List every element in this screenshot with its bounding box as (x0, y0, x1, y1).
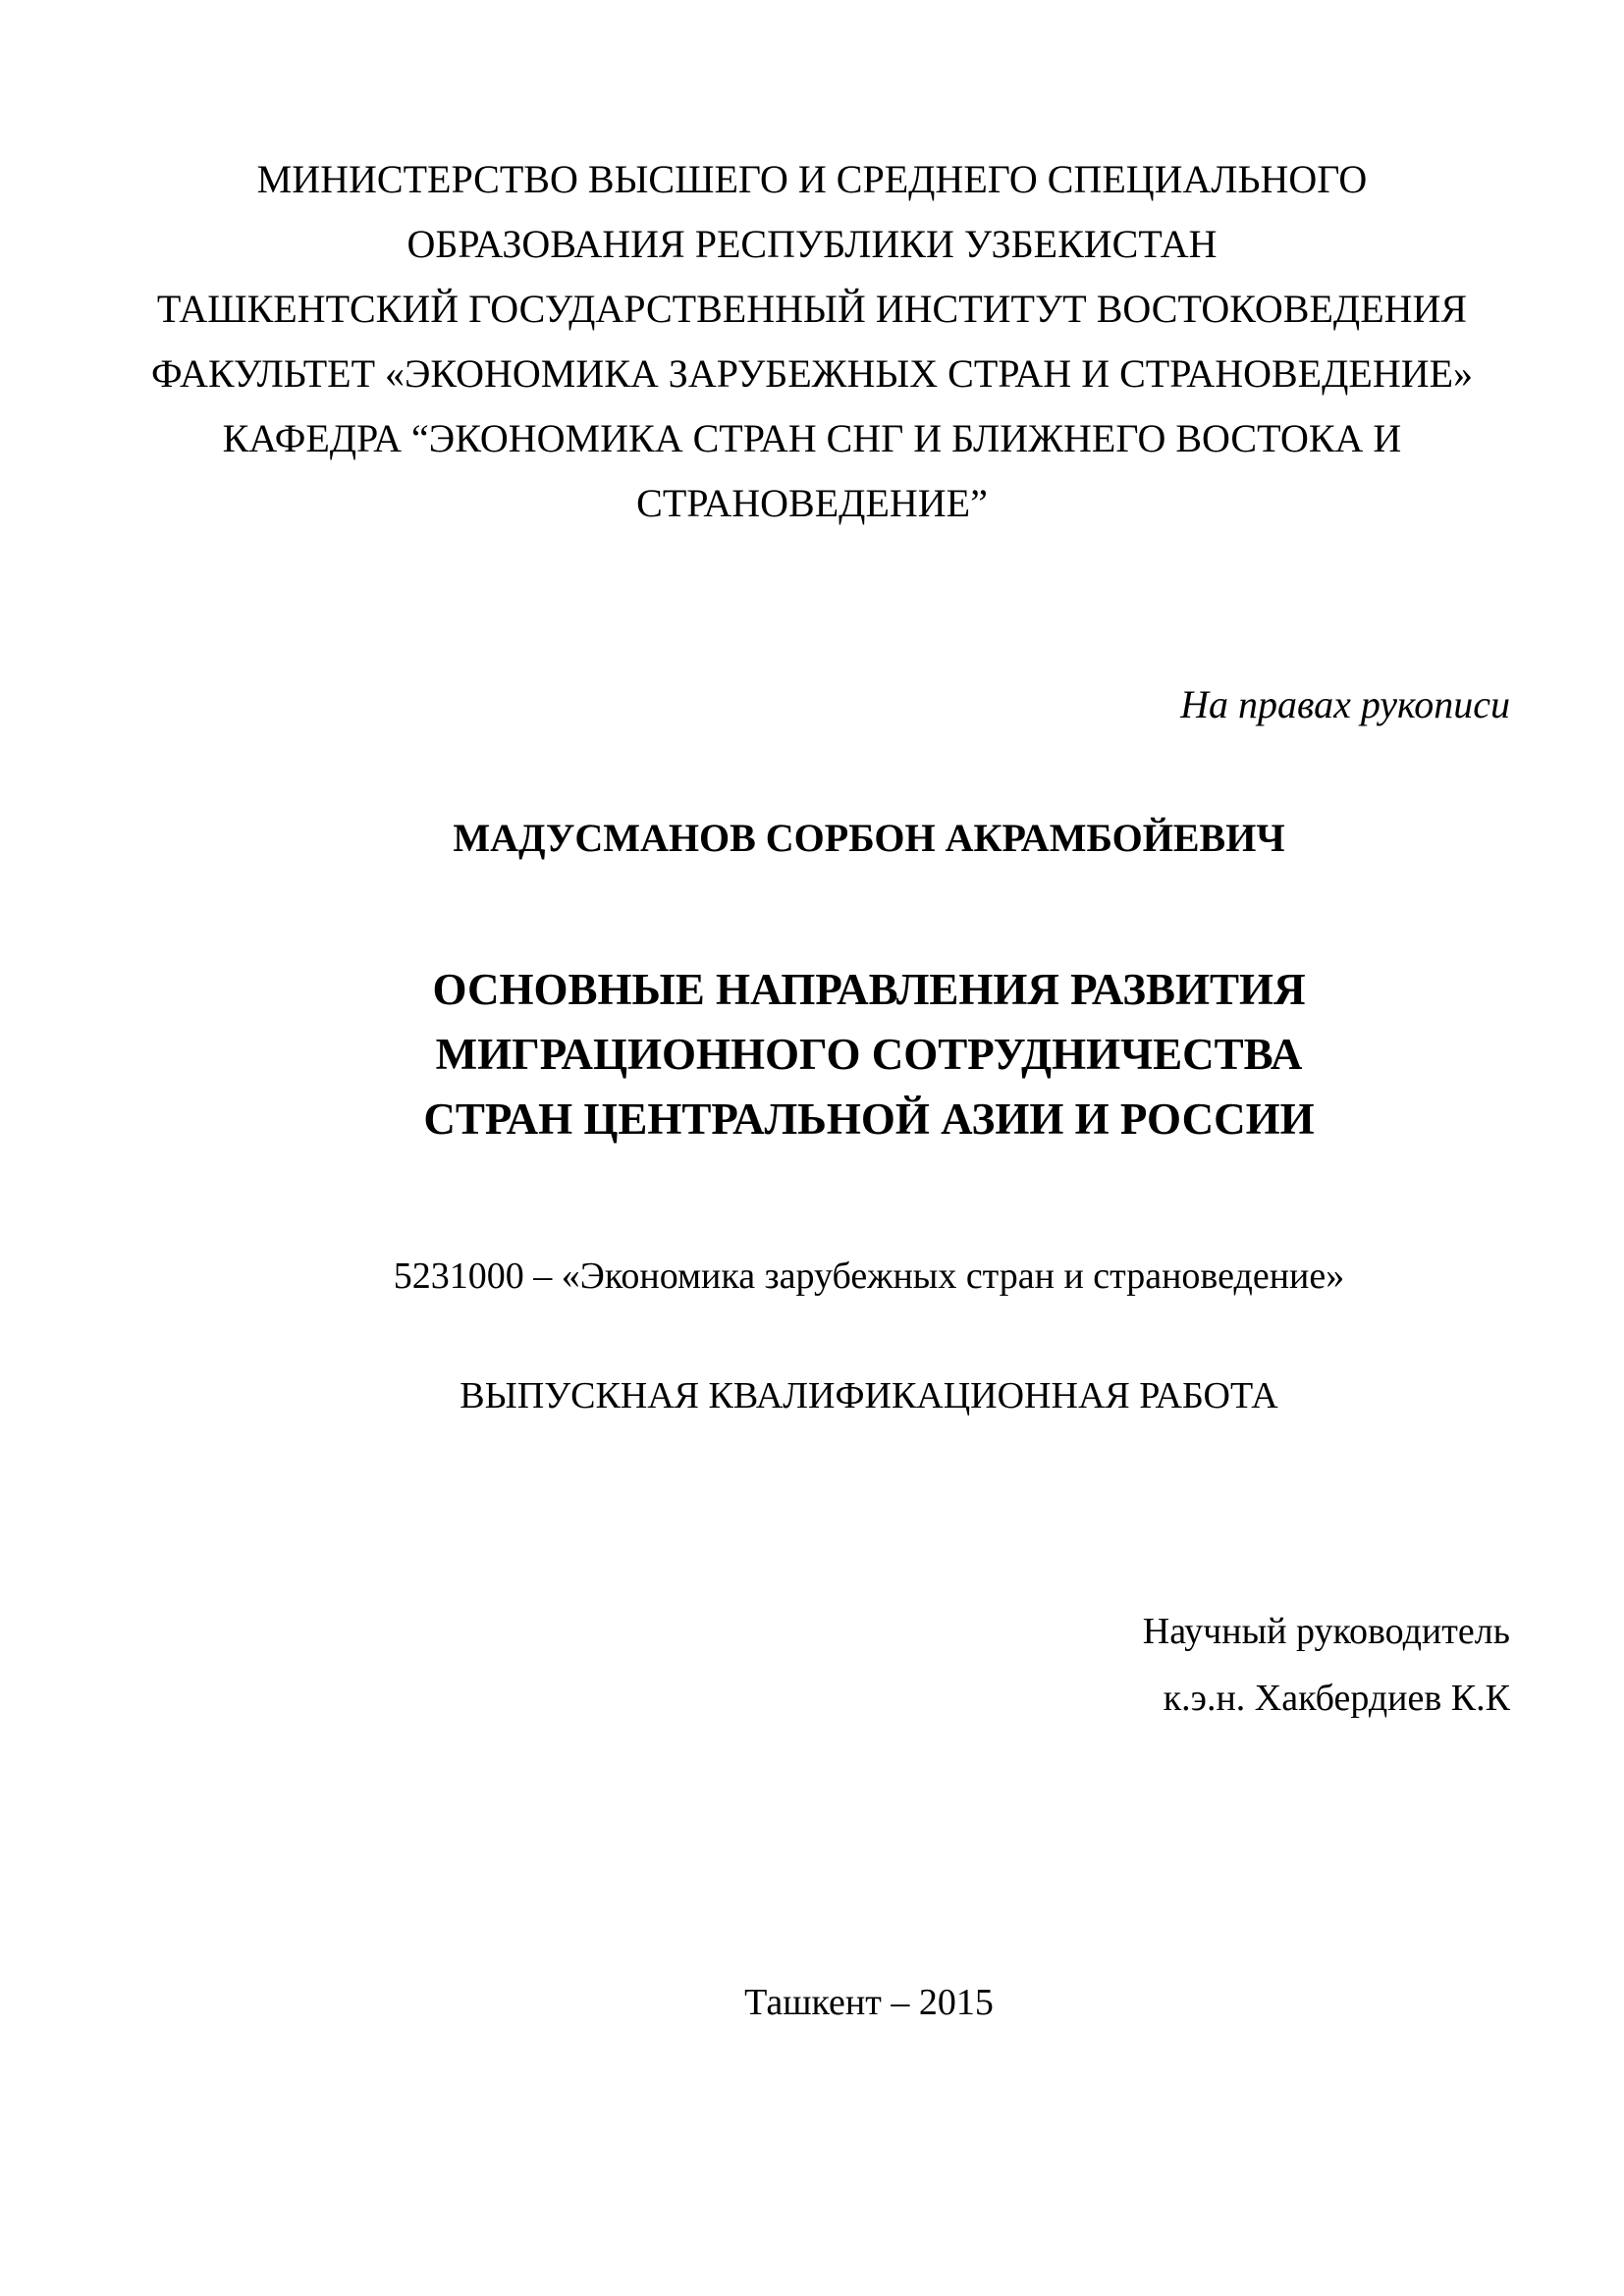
thesis-title (0, 957, 1624, 1151)
title-line: МИГРАЦИОННОГО СОТРУДНИЧЕСТВА (435, 1030, 1303, 1079)
supervisor-role: Научный руководитель (1142, 1611, 1510, 1652)
author-name: МАДУСМАНОВ СОРБОН АКРАМБОЙЕВИЧ (453, 816, 1285, 860)
manuscript-note: На правах рукописи (1180, 682, 1510, 726)
header-line: КАФЕДРА “ЭКОНОМИКА СТРАН СНГ И БЛИЖНЕГО ВОСТОКА И (222, 416, 1402, 460)
title-line: ОСНОВНЫЕ НАПРАВЛЕНИЯ РАЗВИТИЯ (432, 965, 1306, 1014)
header-line: ТАШКЕНТСКИЙ ГОСУДАРСТВЕННЫЙ ИНСТИТУТ ВОСТОКОВЕДЕНИЯ (156, 287, 1468, 331)
specialty-code: 5231000 – «Экономика зарубежных стран и страноведение» (393, 1255, 1345, 1297)
header-line: ОБРАЗОВАНИЯ РЕСПУБЛИКИ УЗБЕКИСТАН (406, 222, 1218, 266)
header-line: ФАКУЛЬТЕТ «ЭКОНОМИКА ЗАРУБЕЖНЫХ СТРАН И СТРАНОВЕДЕНИЕ» (150, 351, 1474, 396)
header-line: СТРАНОВЕДЕНИЕ” (636, 481, 988, 525)
supervisor-name: к.э.н. Хакбердиев К.К (1163, 1678, 1510, 1719)
header-line: МИНИСТЕРСТВО ВЫСШЕГО И СРЕДНЕГО СПЕЦИАЛЬНОГО (256, 157, 1368, 201)
city-year: Ташкент – 2015 (744, 1982, 994, 2023)
institution-header (147, 147, 1477, 536)
title-line: СТРАН ЦЕНТРАЛЬНОЙ АЗИИ И РОССИИ (423, 1095, 1315, 1144)
supervisor-block (1143, 1598, 1510, 1732)
work-type: ВЫПУСКНАЯ КВАЛИФИКАЦИОННАЯ РАБОТА (460, 1375, 1278, 1416)
